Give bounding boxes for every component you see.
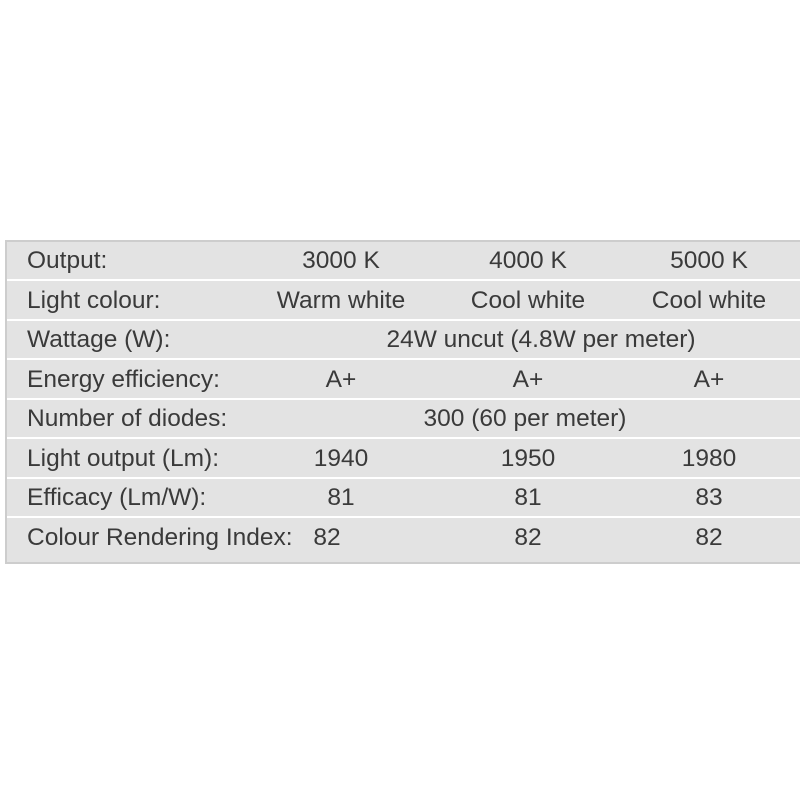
row-colour-rendering-index (7, 519, 800, 558)
cell-4000k: A+ (512, 365, 544, 393)
row-label: Number of diodes: (27, 405, 228, 432)
row-label: Efficacy (Lm/W): (27, 484, 207, 511)
cell-span-value: 24W uncut (4.8W per meter) (386, 326, 696, 353)
cell-5000k: A+ (693, 365, 725, 393)
cell-3000k: 3000 K (302, 247, 380, 274)
row-wattage (7, 321, 800, 360)
row-label: Light colour: (27, 286, 161, 314)
cell-4000k: 1950 (500, 444, 556, 472)
cell-3000k: Warm white (276, 286, 406, 314)
cell-4000k: 81 (514, 484, 542, 511)
row-light-colour (7, 282, 800, 321)
cell-5000k: 5000 K (670, 247, 748, 274)
cell-4000k: 4000 K (489, 247, 567, 274)
row-light-output (7, 440, 800, 479)
row-label: Light output (Lm): (27, 444, 220, 472)
cell-span-value: 300 (60 per meter) (423, 405, 627, 432)
cell-4000k: Cool white (470, 286, 586, 314)
row-label: Wattage (W): (27, 326, 171, 353)
cell-5000k: 1980 (681, 444, 737, 472)
cell-5000k: 82 (695, 523, 723, 551)
cell-3000k: 1940 (313, 444, 369, 472)
row-energy-efficiency (7, 361, 800, 400)
cell-5000k: 83 (695, 484, 723, 511)
spec-table (5, 240, 800, 564)
cell-4000k: 82 (514, 523, 542, 551)
row-output (7, 242, 800, 281)
row-number-of-diodes (7, 400, 800, 439)
row-label: Output: (27, 247, 108, 274)
cell-3000k: 82 (313, 523, 341, 551)
cell-3000k: A+ (325, 365, 357, 393)
row-label: Energy efficiency: (27, 365, 220, 393)
row-efficacy (7, 479, 800, 518)
cell-3000k: 81 (327, 484, 355, 511)
cell-5000k: Cool white (651, 286, 767, 314)
row-label: Colour Rendering Index: (27, 523, 293, 551)
